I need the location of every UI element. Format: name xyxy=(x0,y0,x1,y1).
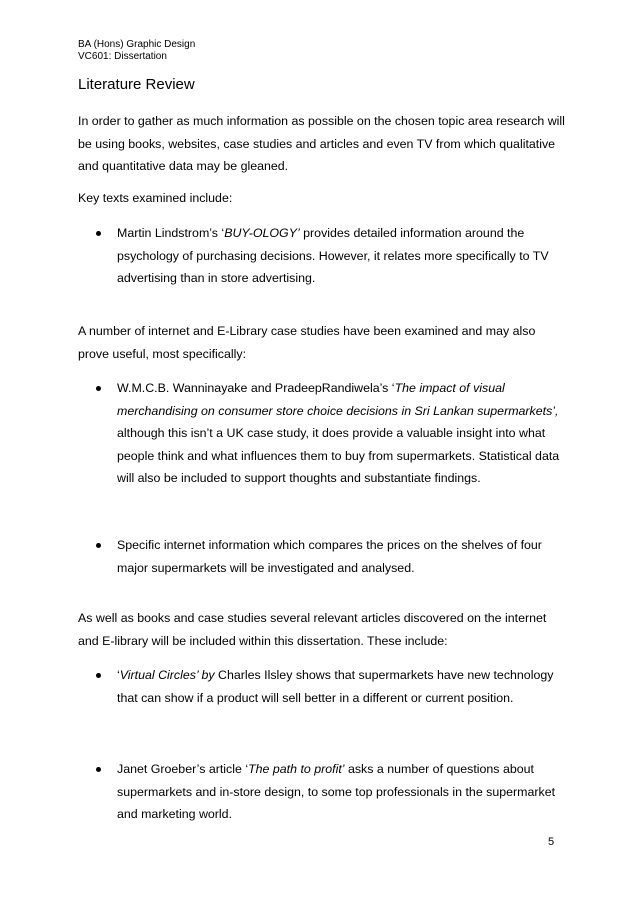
bullet-title-italic: The impact of visual merchandising on consumer store choice decisions in Sri Lankan supermarkets’, xyxy=(117,381,559,418)
intro-paragraph: In order to gather as much information as possible on the chosen topic area research will be using books, websites, case studies and articles and even TV from which qualitative and quantitative data may be gleaned. xyxy=(78,114,565,173)
page-number: 5 xyxy=(548,836,555,848)
bullet-text-post: asks a number of questions about supermarkets and in-store design, to some top professionals in the supermarket and marketing world. xyxy=(117,762,556,821)
bullet-text-post: although this isn’t a UK case study, it does provide a valuable insight into what people think and what influences them to buy from supermarkets. Statistical data will also be included to support thoughts and substantiate findings. xyxy=(117,426,560,485)
key-texts-label: Key texts examined include: xyxy=(78,191,233,205)
bullet-text-post: provides detailed information around the psychology of purchasing decisions. However, it relates more specifically to TV advertising than in store advertising. xyxy=(117,226,549,285)
bullet-icon xyxy=(96,543,101,548)
header-module: VC601: Dissertation xyxy=(78,51,167,62)
bullet-buyology xyxy=(117,222,567,290)
bullet-text-pre: Martin Lindstrom’s ‘ xyxy=(117,226,225,240)
bullet-title-italic: The path to profit’ xyxy=(248,762,345,776)
bullet-icon xyxy=(96,767,101,772)
bullet-title-italic: Virtual Circles’ by xyxy=(119,668,215,682)
bullet-price-comparison: Specific internet information which compares the prices on the shelves of four major supermarkets will be investigated and analysed. xyxy=(117,538,542,575)
articles-paragraph: As well as books and case studies several relevant articles discovered on the internet and E-library will be included within this dissertation. These include: xyxy=(78,611,547,648)
bullet-wanninayake xyxy=(117,377,567,490)
bullet-text-post: Charles Ilsley shows that supermarkets have new technology that can show if a product will sell better in a different or current position. xyxy=(117,668,554,705)
bullet-icon xyxy=(96,386,101,391)
header-course: BA (Hons) Graphic Design xyxy=(78,39,196,50)
bullet-icon xyxy=(96,231,101,236)
section-title: Literature Review xyxy=(78,76,195,93)
bullet-title-italic: BUY-OLOGY’ xyxy=(224,226,300,240)
bullet-text-pre: Janet Groeber’s article ‘ xyxy=(117,762,249,776)
bullet-text-pre: W.M.C.B. Wanninayake and PradeepRandiwela’s ‘ xyxy=(117,381,395,395)
bullet-virtual-circles xyxy=(117,664,567,709)
bullet-text-pre: ‘ xyxy=(117,668,120,682)
bullet-icon xyxy=(96,673,101,678)
header xyxy=(78,39,195,63)
case-studies-paragraph: A number of internet and E-Library case studies have been examined and may also prove useful, most specifically: xyxy=(78,324,536,361)
bullet-path-to-profit xyxy=(117,758,567,826)
